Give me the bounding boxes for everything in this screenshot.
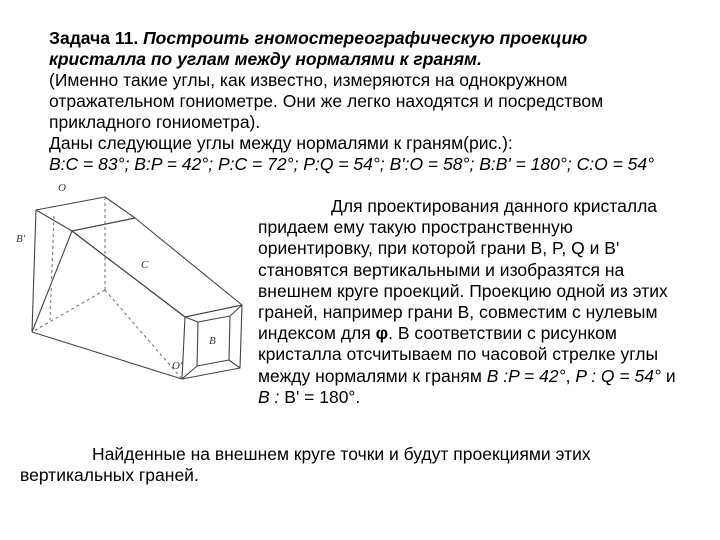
paragraph-line-9-end: и xyxy=(660,365,676,386)
paragraph-line-9 xyxy=(258,366,676,387)
angle-b-p: B :P = 42° xyxy=(486,365,566,386)
task-number: Задача 11. xyxy=(49,28,139,48)
crystal-drawing xyxy=(10,180,250,405)
crystal-face-o xyxy=(36,197,135,231)
paragraph-line-3: ориентировку, при которой грани B, P, Q и B' xyxy=(258,238,620,259)
task-title-line-1 xyxy=(49,28,654,49)
note-line-2: отражательном гониометре. Они же легко находятся и посредством xyxy=(49,91,604,111)
given-angles: B:C = 83°; B:P = 42°; P:C = 72°; P:Q = 54°; B':O = 58°; B:B' = 180°; C:O = 54° xyxy=(49,154,655,174)
paragraph-line-7 xyxy=(258,323,676,344)
paragraph-line-1: Для проектирования данного кристалла xyxy=(331,196,658,216)
crystal-edge-bottom xyxy=(32,332,182,379)
conclusion-line-2: вертикальных граней. xyxy=(20,465,199,485)
crystal-face-c xyxy=(72,218,242,317)
crystal-label-b: B xyxy=(209,335,216,347)
conclusion-line-1: Найденные на внешнем круге точки и будут проекциями этих xyxy=(92,444,591,464)
paragraph-line-7-start: индексом для xyxy=(258,323,376,344)
crystal-label-c: C xyxy=(141,259,149,271)
task-title-line-2: кристалла по углам между нормалями к граням. xyxy=(49,49,482,69)
paragraph-line-8: кристалла отсчитываем по часовой стрелке углы xyxy=(258,344,659,365)
conclusion xyxy=(20,444,591,486)
task-title-part-1: Построить гномостереографическую проекцию xyxy=(138,28,588,48)
crystal-figure xyxy=(10,180,250,405)
task-statement xyxy=(49,28,654,175)
projection-paragraph xyxy=(258,196,676,408)
given-intro: Даны следующие углы между нормалями к граням(рис.): xyxy=(49,133,513,153)
note-line-1: (Именно такие углы, как известно, измеряются на однокружном xyxy=(49,70,568,90)
paragraph-line-4: становятся вертикальными и изобразятся на xyxy=(258,259,625,280)
angle-b-b-prime-rest: B' = 180°. xyxy=(279,386,361,407)
crystal-label-b-prime: B' xyxy=(16,233,26,245)
paragraph-line-7-end: . В соответствии с рисунком xyxy=(388,323,617,344)
paragraph-line-9-start: между нормалями к граням xyxy=(258,365,487,386)
paragraph-line-10 xyxy=(258,387,676,408)
crystal-label-o-prime: O' xyxy=(172,360,183,372)
phi-symbol: φ xyxy=(375,323,389,344)
angle-p-q: P : Q = 54° xyxy=(575,365,661,386)
paragraph-line-5: внешнем круге проекций. Проекцию одной из этих xyxy=(258,280,668,301)
paragraph-line-6: граней, например грани B, совместим с нулевым xyxy=(258,302,658,323)
paragraph-line-9-mid: , xyxy=(565,365,576,386)
crystal-label-o: O xyxy=(58,182,66,194)
note-line-3: прикладного гониометра). xyxy=(49,112,261,132)
paragraph-line-2: придаем ему такую пространственную xyxy=(258,217,573,238)
angle-b-b-prime-start: B : xyxy=(258,386,280,407)
crystal-edge-left xyxy=(32,210,36,332)
